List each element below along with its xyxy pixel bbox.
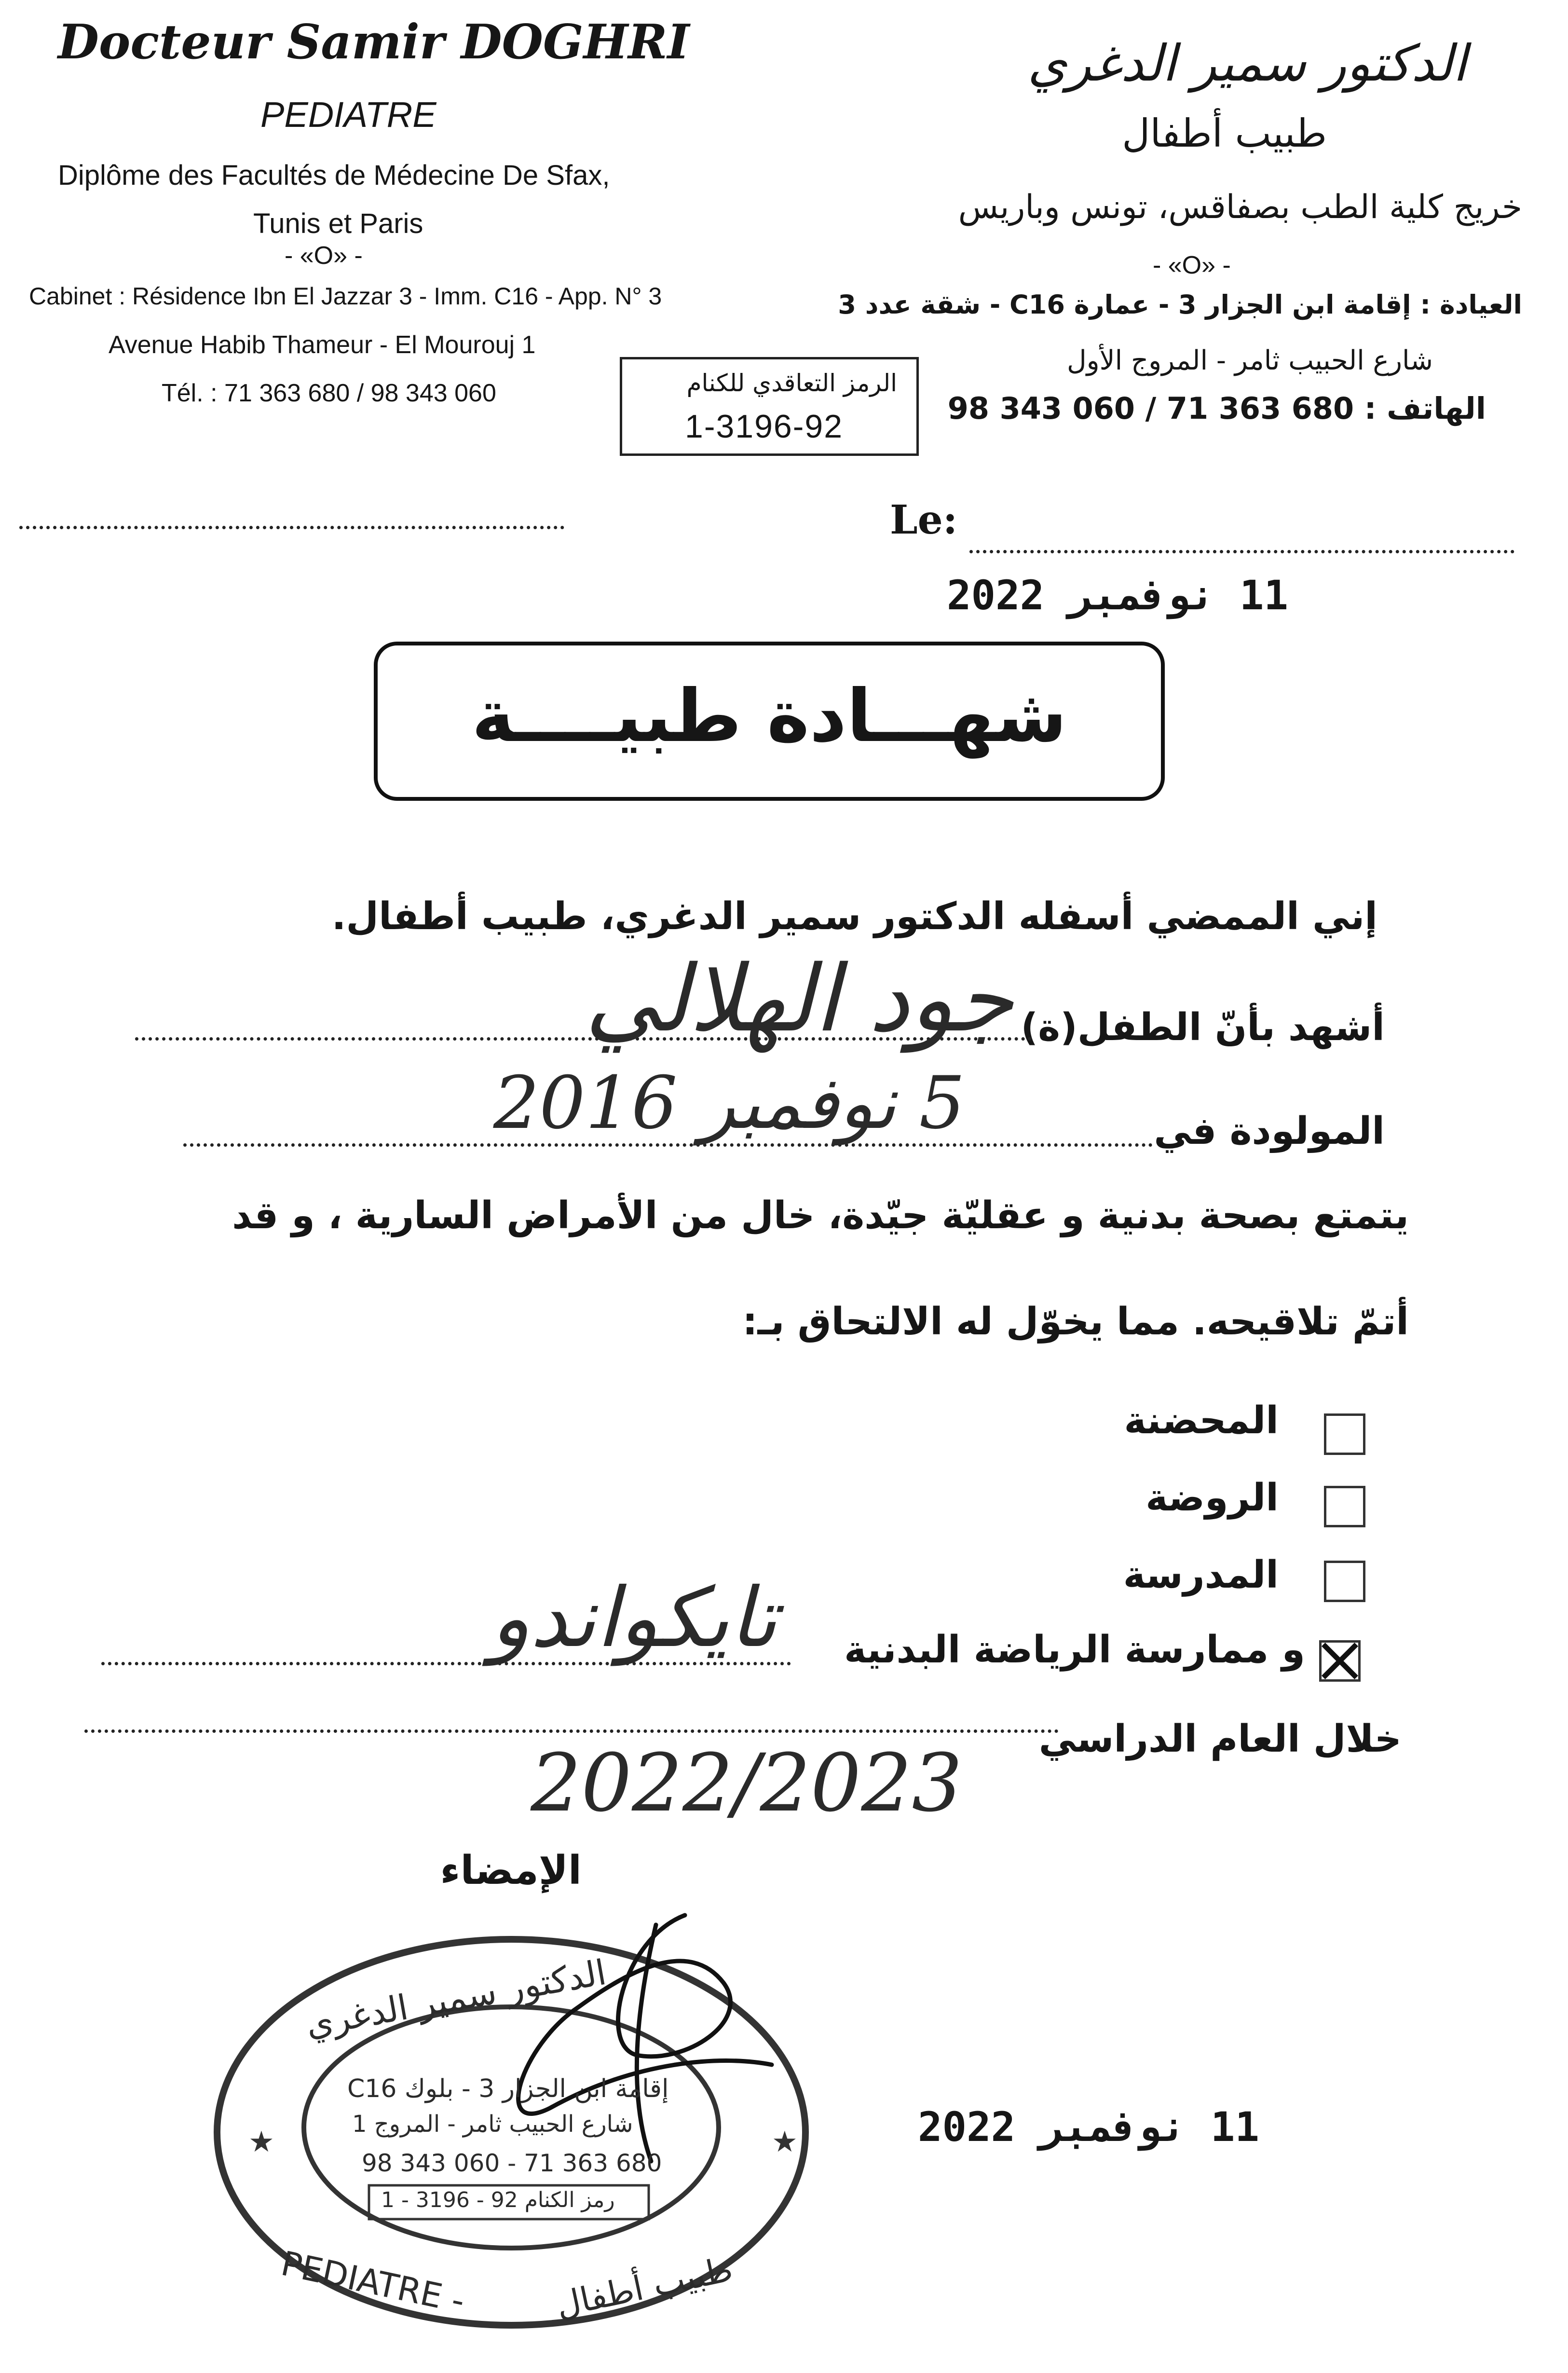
body-line4: يتمتع بصحة بدنية و عقليّة جيّدة، خال من الأمراض السارية ، و قد [232, 1194, 1409, 1237]
cnam-code: 1-3196-92 [685, 408, 844, 445]
svg-text:★: ★ [248, 2126, 274, 2158]
phone-ar: الهاتف : 680 363 71 / 060 343 98 [947, 391, 1486, 426]
sport-handwritten: تايكواندو [490, 1570, 777, 1666]
specialty-fr: PEDIATRE [260, 95, 436, 135]
separator-fr: - «O» - [285, 242, 363, 270]
date-dotted-line [969, 550, 1514, 553]
checkbox-kindergarten[interactable] [1324, 1486, 1365, 1527]
separator-ar: - «O» - [1153, 251, 1231, 279]
diploma-ar: خريج كلية الطب بصفاقس، تونس وباريس [958, 188, 1522, 226]
stamp-top-text: الدكتور سمير الدغري [302, 1951, 609, 2045]
specialty-ar: طبيب أطفال [1122, 111, 1327, 156]
title-box [374, 642, 1165, 801]
doctor-name-fr: Docteur Samir DOGHRI [58, 14, 690, 70]
telephone-fr: Tél. : 71 363 680 / 98 343 060 [162, 379, 496, 407]
body-line5: أتمّ تلاقيحه. مما يخوّل له الالتحاق بـ: [742, 1300, 1409, 1344]
page-title: شهـــادة طبيــــة [471, 674, 1067, 758]
stamp-bottom-ar: طبيب أطفال [552, 2249, 736, 2325]
checkbox-sport[interactable] [1319, 1640, 1361, 1682]
diploma-line1: Diplôme des Facultés de Médecine De Sfax, [58, 160, 610, 191]
child-label: أشهد بأنّ الطفل(ة) [1021, 1006, 1385, 1049]
option-label-nursery: المحضنة [1124, 1399, 1279, 1442]
header-dotted-line [19, 526, 564, 529]
stamp-line2: شارع الحبيب ثامر - المروج 1 [352, 2111, 633, 2138]
svg-text:★: ★ [772, 2126, 798, 2158]
stamped-date-bottom: 11 نوفمبر 2022 [917, 2103, 1259, 2151]
cnam-label: الرمز التعاقدي للكنام [686, 369, 897, 397]
check-cross-icon [1322, 1643, 1358, 1679]
cnam-code-box [620, 357, 919, 456]
school-year-handwritten: 2022/2023 [531, 1737, 963, 1829]
school-year-label: خلال العام الدراسي [1038, 1717, 1402, 1761]
stamp-phones: 98 343 060 - 71 363 680 [362, 2149, 662, 2177]
cabinet-address: Cabinet : Résidence Ibn El Jazzar 3 - Imm. C16 - App. N° 3 [29, 283, 662, 310]
body-line1: إني الممضي أسفله الدكتور سمير الدغري، طبيب أطفال. [331, 895, 1377, 938]
stamp-line1: إقامة ابن الجزار 3 - بلوك C16 [347, 2074, 669, 2103]
street-ar: شارع الحبيب ثامر - المروج الأول [1066, 345, 1433, 376]
date-label: Le: [890, 497, 958, 543]
birth-date: 5 نوفمبر 2016 [493, 1061, 965, 1145]
clinic-address-ar: العيادة : إقامة ابن الجزار 3 - عمارة C16 - شقة عدد 3 [838, 289, 1522, 320]
option-label-school: المدرسة [1123, 1553, 1279, 1597]
birth-label: المولودة في [1154, 1110, 1385, 1153]
stamp-code: رمز الكنام 92 - 3196 - 1 [381, 2188, 615, 2212]
child-name: جود الهلالي [585, 946, 1013, 1052]
checkbox-nursery[interactable] [1324, 1413, 1365, 1455]
option-label-kindergarten: الروضة [1145, 1476, 1279, 1520]
option-label-sport: و ممارسة الرياضة البدنية [844, 1628, 1305, 1672]
checkbox-school[interactable] [1324, 1561, 1365, 1602]
school-year-dotted-line [84, 1729, 1059, 1733]
doctor-name-ar: الدكتور سمير الدغري [1027, 34, 1467, 93]
stamped-date-top: 11 نوفمبر 2022 [946, 572, 1288, 619]
avenue-address: Avenue Habib Thameur - El Mourouj 1 [109, 331, 536, 359]
diploma-line2: Tunis et Paris [253, 208, 423, 239]
stamp-bottom-fr: PEDIATRE - [277, 2243, 468, 2321]
signature-label: الإمضاء [440, 1848, 582, 1893]
